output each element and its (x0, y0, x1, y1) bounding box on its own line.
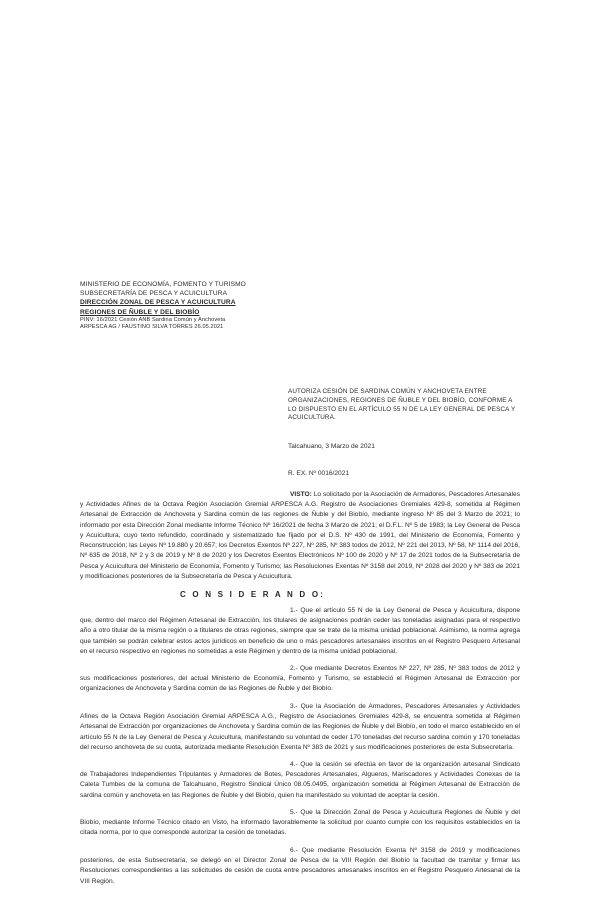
zonal-directorate-name: DIRECCIÓN ZONAL DE PESCA Y ACUICULTURA (80, 299, 236, 307)
considerando-paragraph-2: 2.- Que mediante Decretos Exentos Nº 227, Nº 285, Nº 383 todos de 2012 y sus modificaciones posteriores, del actual Ministerio de Economía, Fomento y Turismo, se estableció el Régimen Artesanal de Extracción por organizaciones de Anchoveta y Sardina común de las Regiones de Ñuble y del Biobío. (80, 665, 520, 693)
resolution-subject: AUTORIZA CESIÓN DE SARDINA COMÚN Y ANCHOVETA ENTRE ORGANIZACIONES, REGIONES DE ÑUBLE Y DEL BIOBÍO, CONFORME A LO DISPUESTO EN EL ARTÍCULO 55 N DE LA LEY GENERAL DE PESCA Y ACUICULTURA. (288, 388, 516, 422)
considerando-heading: C O N S I D E R A N D O: (180, 590, 326, 599)
undersecretariat-name: SUBSECRETARÍA DE PESCA Y ACUICULTURA (80, 290, 228, 298)
resolution-number: R. EX. Nº 0016/2021 (288, 470, 350, 477)
reference-line-1: PINV: 16/2021 Cesión ANB Sardina Común y Anchoveta (80, 316, 226, 323)
reference-line-2: ARPESCA AG / FAUSTINO SILVA TORRES 26.05.2021 (80, 323, 224, 330)
letterhead (80, 280, 320, 331)
place-date: Talcahuano, 3 Marzo de 2021 (288, 443, 375, 450)
visto-text: Lo solicitado por la Asociación de Armadores, Pescadores Artesanales y Actividades Afines de la Octava Región Asociación Gremial ARPESCA A.G. Registro de Asociaciones Gremiales 429-8, sometida al Régimen Artesanal de Extracción de Anchoveta y Sardina común de las regiones de Ñuble y del Biobío, mediante ingreso Nº 85 del 3 Marzo de 2021; lo informado por esta Dirección Zonal mediante Informe Técnico Nº 16/2021 de fecha 3 Marzo de 2021; el D.F.L. Nº 5 de 1983; la Ley General de Pesca y Acuicultura, cuyo texto refundido, coordinado y sistematizado fue fijado por el D.S. Nº 430 de 1991, del Ministerio de Economía, Fomento y Reconstrucción; las Leyes Nº 19.880 y 20.657; los Decretos Exentos Nº 227, Nº 285, Nº 383 todos de 2012, Nº 221 del 2013, Nº 58, Nº 1114 del 2016, Nº 635 de 2018, Nº 2 y 3 de 2019 y Nº 8 de 2020 y los Decretos Exentos Electrónicos Nº 100 de 2020 y Nº 17 de 2021 todos de la Subsecretaría de Pesca y Acuicultura del Ministerio de Economía, Fomento y Turismo; las Resoluciones Exentas Nº 3158 del 2019, Nº 2028 del 2020 y Nº 383 de 2021 y modificaciones posteriores de la Subsecretaría de Pesca y Acuicultura. (80, 491, 520, 580)
considerando-paragraph-3: 3.- Que la Asociación de Armadores, Pescadores Artesanales y Actividades Afines de la Octava Región Asociación Gremial ARPESCA A.G., Registro de Asociaciones Gremiales 429-8, se encuentra sometida al Régimen Artesanal de Extracción por organizaciones de Anchoveta y Sardina común de las Regiones de Ñuble y del Biobío, en todo el marco establecido en el artículo 55 N de la Ley General de Pesca y Acuicultura, manifestando su voluntad de ceder 170 toneladas del recurso sardina común y 170 toneladas del recurso anchoveta de su cuota, autorizada mediante Resolución Exenta Nº 383 de 2021 y sus modificaciones posteriores de esta Subsecretaría. (80, 703, 520, 751)
regions-name: REGIONES DE ÑUBLE Y DEL BIOBÍO (80, 308, 200, 316)
ministry-name: MINISTERIO DE ECONOMÍA, FOMENTO Y TURISMO (80, 281, 246, 288)
visto-label: VISTO: (290, 491, 312, 498)
considerando-paragraph-4: 4.- Que la cesión se efectúa en favor de la organización artesanal Sindicato de Trabajadores Independientes Tripulantes y Armadores de Botes, Pescadores Artesanales, Algueros, Mariscadores y Actividades Conexas de la Caleta Tumbes de la comuna de Talcahuano, Registro Sindical Único 08.05.0495, organización sometida al Régimen Artesanal de Extracción de sardina común y anchoveta en las Regiones de Ñuble y del Biobío, quien ha manifestado su voluntad de aceptar la cesión. (80, 761, 520, 799)
considerando-paragraph-6: 6.- Que mediante Resolución Exenta Nº 3158 de 2019 y modificaciones posteriores, de esta Subsecretaría, se delegó en el Director Zonal de Pesca de la VIII Región del Biobío la facultad de tramitar y firmar las Resoluciones correspondientes a las solicitudes de cesión de cuota entre pescadores artesanales inscritos en el Registro Pesquero Artesanal de la VIII Región. (80, 847, 520, 885)
considerando-paragraph-1: 1.- Que el artículo 55 N de la Ley General de Pesca y Acuicultura, dispone que, dentro del marco del Régimen Artesanal de Extracción, los titulares de asignaciones podrán ceder las toneladas asignadas para el respectivo año a otro titular de la misma región o a titulares de otras regiones, siempre que se trate de la misma unidad poblacional. Asimismo, la norma agrega que también se podrán celebrar estos actos jurídicos en beneficio de uno o más pescadores artesanales inscritos en el Registro Pesquero Artesanal en el recurso respectivo en regiones no sometidas a este Régimen y dentro de la misma unidad poblacional. (80, 607, 520, 655)
visto-paragraph (80, 490, 520, 582)
considerando-paragraph-5: 5.- Que la Dirección Zonal de Pesca y Acuicultura Regiones de Ñuble y del Biobío, mediante Informe Técnico citado en Visto, ha informado favorablemente la solicitud por cuanto cumple con los requisitos establecidos en la citada norma, por lo que corresponde autorizar la cesión de toneladas. (80, 809, 520, 837)
